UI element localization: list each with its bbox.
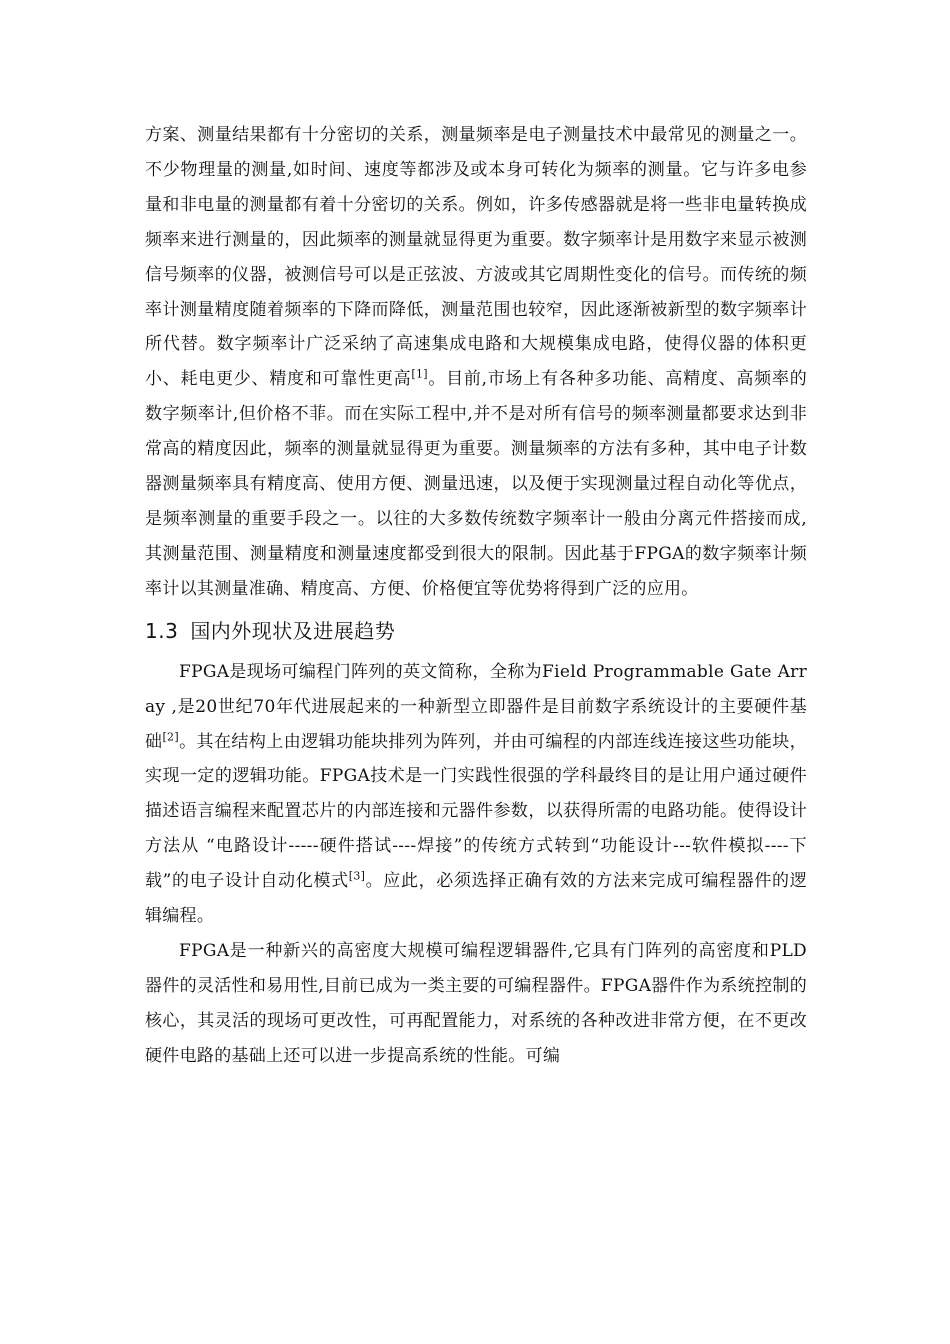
body-paragraph-3 [145, 934, 807, 1074]
paragraph-text: FPGA是现场可编程门阵列的英文简称，全称为Field Programmable Gate Array ,是20世纪70年代进展起来的一种新型立即器件是目前数字系统设计的主要硬件基础 [145, 661, 807, 752]
citation-ref: [1] [411, 367, 428, 381]
body-paragraph-2 [145, 655, 807, 934]
paragraph-text: 方案、测量结果都有十分密切的关系，测量频率是电子测量技术中最常见的测量之一。不少物理量的测量,如时间、速度等都涉及或本身可转化为频率的测量。它与许多电参量和非电量的测量都有着十分密切的关系。例如，许多传感器就是将一些非电量转换成频率来进行测量的，因此频率的测量就显得更为重要。数字频率计是用数字来显示被测信号频率的仪器，被测信号可以是正弦波、方波或其它周期性变化的信号。而传统的频率计测量精度随着频率的下降而降低，测量范围也较窄，因此逐渐被新型的数字频率计所代替。数字频率计广泛采纳了高速集成电路和大规模集成电路，使得仪器的体积更小、耗电更少、精度和可靠性更高 [145, 125, 807, 390]
paragraph-text: 。其在结构上由逻辑功能块排列为阵列，并由可编程的内部连线连接这些功能块，实现一定的逻辑功能。FPGA技术是一门实践性很强的学科最终目的是让用户通过硬件描述语言编程来配置芯片的内部连接和元器件参数，以获得所需的电路功能。使得设计方法从 “电路设计-----硬件搭试----焊接”的传统方式转到“功能设计---软件模拟----下载”的电子设计自动化模式 [145, 731, 807, 892]
paragraph-text: FPGA是一种新兴的高密度大规模可编程逻辑器件,它具有门阵列的高密度和PLD器件的灵活性和易用性,目前已成为一类主要的可编程器件。FPGA器件作为系统控制的核心，其灵活的现场可更改性，可再配置能力，对系统的各种改进非常方便，在不更改硬件电路的基础上还可以进一步提高系统的性能。可编 [145, 940, 807, 1066]
section-heading [145, 613, 807, 649]
paragraph-text: 。应此，必须选择正确有效的方法来完成可编程器件的逻辑编程。 [145, 871, 808, 927]
section-number: 1.3 [145, 618, 179, 643]
page-body [145, 118, 807, 1074]
section-title: 国内外现状及进展趋势 [190, 618, 396, 643]
body-paragraph-1 [145, 118, 807, 607]
paragraph-text: 。目前,市场上有各种多功能、高精度、高频率的数字频率计,但价格不菲。而在实际工程中,并不是对所有信号的频率测量都要求达到非常高的精度因此，频率的测量就显得更为重要。测量频率的方法有多种，其中电子计数器测量频率具有精度高、使用方便、测量迅速，以及便于实现测量过程自动化等优点，是频率测量的重要手段之一。以往的大多数传统数字频率计一般由分离元件搭接而成,其测量范围、测量精度和测量速度都受到很大的限制。因此基于FPGA的数字频率计频率计以其测量准确、精度高、方便、价格便宜等优势将得到广泛的应用。 [145, 369, 808, 599]
citation-ref: [3] [348, 869, 366, 883]
citation-ref: [2] [162, 729, 179, 743]
